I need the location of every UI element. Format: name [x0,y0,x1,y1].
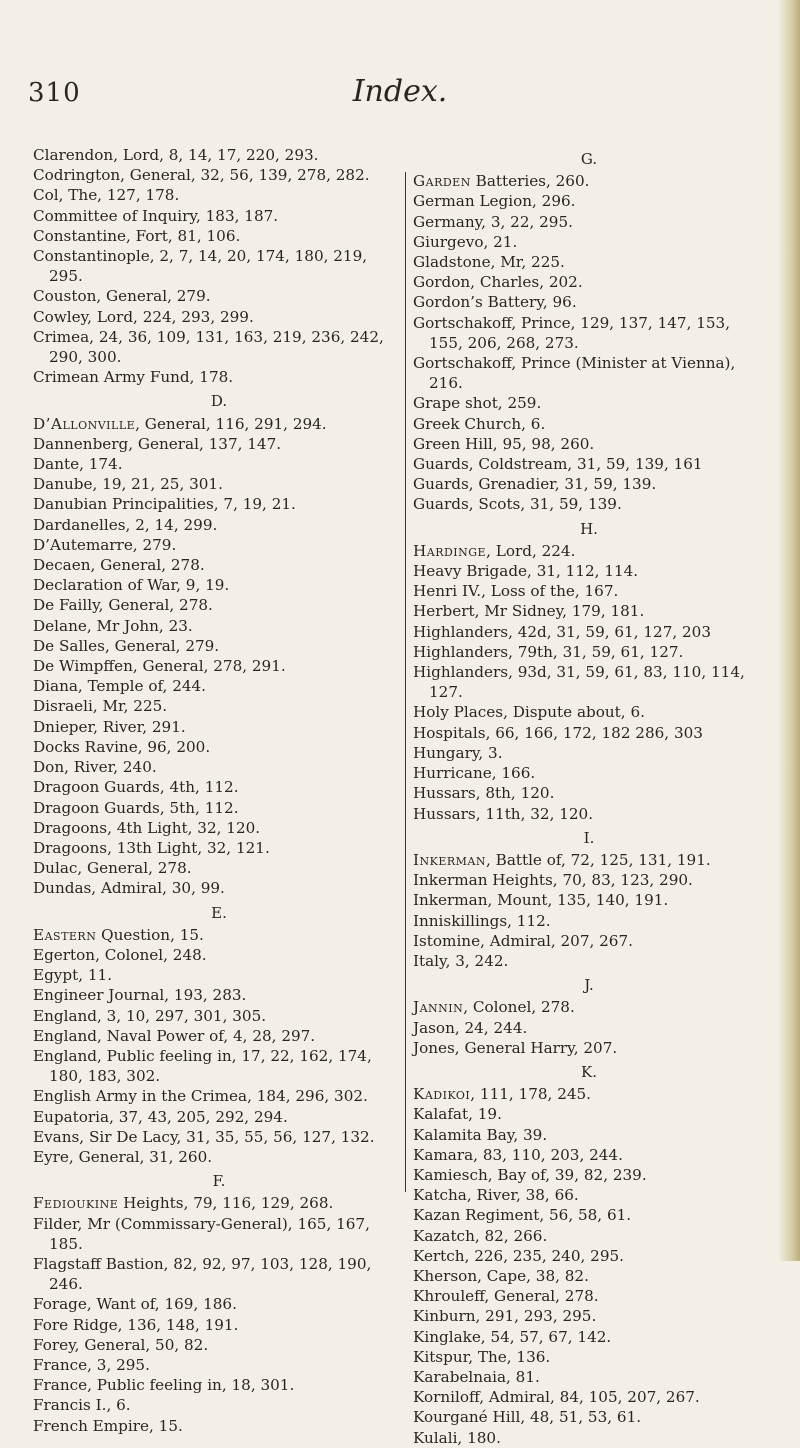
entry-lead: Kadikoi [413,1085,471,1104]
index-entry [33,1086,405,1106]
index-entry [413,890,765,910]
entry-text: France, 3, 295. [33,1355,150,1374]
index-entry [413,393,765,413]
page-edge [778,0,800,1261]
entry-lead: Hardinge [413,541,487,560]
entry-text: Delane, Mr John, 23. [33,616,193,635]
entry-lead: Fedioukine [33,1194,119,1213]
entry-text: Dante, 174. [33,455,123,474]
index-entry [33,1193,405,1213]
section-letter: D. [210,392,228,411]
index-entry [413,581,765,601]
index-entry [413,541,765,561]
entry-text: Dragoons, 13th Light, 32, 121. [33,838,270,857]
entry-text: Katcha, River, 38, 66. [413,1186,579,1205]
index-entry [33,798,405,818]
entry-text: De Wimpffen, General, 278, 291. [33,657,286,676]
index-entry [33,818,405,838]
entry-text: Inkerman Heights, 70, 83, 123, 290. [413,871,693,890]
index-entry [33,206,405,226]
index-entry [33,878,405,898]
entry-text: Kinglake, 54, 57, 67, 142. [413,1327,612,1346]
entry-text: Constantine, Fort, 81, 106. [33,226,241,245]
entry-text: Greek Church, 6. [413,414,546,433]
entry-text: Forey, General, 50, 82. [33,1335,209,1354]
entry-text: Col, The, 127, 178. [33,186,180,205]
section-letter: G. [580,150,598,168]
entry-text: Fore Ridge, 136, 148, 191. [33,1315,239,1334]
index-entry [33,965,405,985]
index-entry [33,226,405,246]
entry-text: Jones, General Harry, 207. [413,1038,618,1057]
index-entry [33,307,405,327]
index-entry [413,804,765,824]
entry-text: Eyre, General, 31, 260. [33,1147,213,1166]
index-entry [413,642,765,662]
entry-text: Henri IV., Loss of the, 167. [413,582,619,601]
index-entry [413,474,765,494]
index-entry [33,616,405,636]
index-entry [33,1107,405,1127]
index-entry [33,696,405,716]
entry-text: Decaen, General, 278. [33,556,205,575]
index-entry [33,1254,405,1294]
index-entry [413,1266,765,1286]
entry-text: Inkerman, Mount, 135, 140, 191. [413,891,669,910]
section-letter: E. [211,903,227,922]
index-entry [33,494,405,514]
entry-text: Hungary, 3. [413,743,503,762]
entry-text: Hospitals, 66, 166, 172, 182 286, 303 [413,723,703,742]
entry-text: Dragoon Guards, 5th, 112. [33,798,239,817]
index-entry [413,951,765,971]
index-entry [33,1147,405,1167]
index-entry [413,353,765,393]
entry-text: Don, River, 240. [33,758,157,777]
index-entry [33,656,405,676]
entry-text: Korniloff, Admiral, 84, 105, 207, 267. [413,1388,700,1407]
index-entry [33,327,405,367]
entry-text: Kalamita Bay, 39. [413,1125,548,1144]
column-divider [405,172,406,1192]
index-entry [33,1046,405,1086]
entry-text: Kourgané Hill, 48, 51, 53, 61. [413,1408,642,1427]
entry-text: Jason, 24, 244. [413,1018,528,1037]
index-entry [413,723,765,743]
index-entry [413,997,765,1017]
section-letter: J. [584,976,594,995]
entry-text: Grape shot, 259. [413,394,542,413]
index-entry [413,171,765,191]
index-entry [413,1145,765,1165]
index-entry [413,1327,765,1347]
entry-text: Committee of Inquiry, 183, 187. [33,206,279,225]
entry-text: Kamara, 83, 110, 203, 244. [413,1145,623,1164]
entry-text: Green Hill, 95, 98, 260. [413,434,595,453]
index-entry [413,743,765,763]
index-entry [33,1355,405,1375]
entry-text: Docks Ravine, 96, 200. [33,737,211,756]
index-entry [413,1286,765,1306]
entry-text: Hussars, 8th, 120. [413,784,555,803]
entry-text: Kazatch, 82, 266. [413,1226,548,1245]
entry-text: D’Autemarre, 279. [33,535,177,554]
index-entry [413,783,765,803]
index-entry [413,272,765,292]
entry-text: , General, 116, 291, 294. [135,414,327,433]
entry-text: , Lord, 224. [486,541,576,560]
section-letter: H. [580,519,598,538]
index-entry [413,911,765,931]
index-entry [413,1018,765,1038]
entry-text: Hurricane, 166. [413,764,536,783]
entry-lead: Eastern [33,925,97,944]
entry-text: Engineer Journal, 193, 283. [33,986,247,1005]
index-entry [413,212,765,232]
entry-text: Flagstaff Bastion, 82, 92, 97, 103, 128, 190, 246. [33,1254,372,1294]
entry-text: Gordon, Charles, 202. [413,273,583,292]
entry-text: Dardanelles, 2, 14, 299. [33,515,218,534]
index-entry [33,145,405,165]
entry-text: Kalafat, 19. [413,1105,502,1124]
index-entry [33,1294,405,1314]
entry-text: Dnieper, River, 291. [33,717,186,736]
entry-text: Karabelnaia, 81. [413,1367,540,1386]
index-entry [413,1428,765,1448]
entry-text: Khrouleff, General, 278. [413,1287,599,1306]
entry-text: Dulac, General, 278. [33,859,192,878]
entry-text: Francis I., 6. [33,1396,131,1415]
index-entry [33,286,405,306]
entry-text: England, Naval Power of, 4, 28, 297. [33,1026,316,1045]
index-entry [413,1306,765,1326]
entry-text: Dragoons, 4th Light, 32, 120. [33,818,261,837]
index-entry [33,575,405,595]
entry-text: England, 3, 10, 297, 301, 305. [33,1006,267,1025]
index-entry [413,931,765,951]
entry-text: Crimean Army Fund, 178. [33,368,234,387]
entry-text: Giurgevo, 21. [413,232,518,251]
entry-text: Danube, 19, 21, 25, 301. [33,475,223,494]
index-entry [413,454,765,474]
index-entry [413,1367,765,1387]
index-entry [33,165,405,185]
index-entry [33,1214,405,1254]
index-entry [413,434,765,454]
entry-text: Inniskillings, 112. [413,911,551,930]
entry-text: Egypt, 11. [33,966,113,985]
index-entry [413,292,765,312]
entry-text: Dragoon Guards, 4th, 112. [33,778,239,797]
page-title: Index. [352,74,448,109]
entry-text: Gortschakoff, Prince, 129, 137, 147, 153, 155, 206, 268, 273. [413,313,731,352]
entry-text: De Failly, General, 278. [33,596,213,615]
index-entry [413,1226,765,1246]
entry-text: , Colonel, 278. [463,998,575,1017]
index-entry [413,1084,765,1104]
index-entry [413,1185,765,1205]
section-letter: I. [583,828,595,847]
index-entry [413,702,765,722]
entry-text: Kinburn, 291, 293, 295. [413,1307,597,1326]
entry-text: Guards, Coldstream, 31, 59, 139, 161 [413,455,703,474]
entry-lead: Jannin [413,998,464,1017]
index-entry [413,622,765,642]
index-entry [33,1127,405,1147]
index-entry [33,858,405,878]
entry-text: Holy Places, Dispute about, 6. [413,703,645,722]
entry-text: Kamiesch, Bay of, 39, 82, 239. [413,1165,647,1184]
index-entry [413,561,765,581]
index-entry [413,1165,765,1185]
index-entry [413,1205,765,1225]
index-entry [33,434,405,454]
entry-text: , Battle of, 72, 125, 131, 191. [486,850,711,869]
entry-text: Kherson, Cape, 38, 82. [413,1266,589,1285]
entry-lead: Garden [413,172,471,191]
index-entry [413,1347,765,1367]
entry-text: , 111, 178, 245. [470,1085,592,1104]
entry-text: Batteries, 260. [470,172,590,191]
index-entry [33,1026,405,1046]
index-entry [413,1407,765,1427]
entry-text: Forage, Want of, 169, 186. [33,1295,237,1314]
index-column-right [413,145,765,1448]
entry-text: Kitspur, The, 136. [413,1347,551,1366]
entry-text: France, Public feeling in, 18, 301. [33,1376,295,1395]
index-entry [33,595,405,615]
index-entry [413,1038,765,1058]
entry-text: Kazan Regiment, 56, 58, 61. [413,1206,632,1225]
entry-text: Highlanders, 79th, 31, 59, 61, 127. [413,642,684,661]
entry-text: Hussars, 11th, 32, 120. [413,804,594,823]
entry-text: Cowley, Lord, 224, 293, 299. [33,307,254,326]
index-entry [33,454,405,474]
entry-text: Diana, Temple of, 244. [33,677,207,696]
index-entry [33,1375,405,1395]
entry-text: Kulali, 180. [413,1428,501,1447]
index-entry [33,555,405,575]
index-entry [33,246,405,286]
index-entry [413,1104,765,1124]
index-entry [413,601,765,621]
index-entry [33,1006,405,1026]
index-entry [33,676,405,696]
index-entry [413,850,765,870]
entry-text: Kertch, 226, 235, 240, 295. [413,1246,624,1265]
index-entry [413,494,765,514]
index-entry [33,777,405,797]
index-entry [413,1246,765,1266]
entry-text: De Salles, General, 279. [33,636,220,655]
index-entry [33,515,405,535]
entry-text: Gortschakoff, Prince (Minister at Vienna), 216. [413,354,736,393]
entry-text: Evans, Sir De Lacy, 31, 35, 55, 56, 127, 132. [33,1127,375,1146]
index-entry [33,717,405,737]
entry-text: Crimea, 24, 36, 109, 131, 163, 219, 236, 242, 290, 300. [33,327,384,367]
index-entry [33,945,405,965]
index-entry [413,232,765,252]
index-column-left [33,145,405,1436]
entry-text: England, Public feeling in, 17, 22, 162, 174, 180, 183, 302. [33,1046,372,1086]
entry-text: Danubian Principalities, 7, 19, 21. [33,495,296,514]
index-entry [33,737,405,757]
entry-lead: Inkerman [413,850,486,869]
entry-text: Highlanders, 42d, 31, 59, 61, 127, 203 [413,622,711,641]
entry-text: Couston, General, 279. [33,287,211,306]
entry-text: Constantinople, 2, 7, 14, 20, 174, 180, 219, 295. [33,247,368,286]
section-letter: K. [581,1062,597,1081]
index-entry [33,925,405,945]
entry-text: Heavy Brigade, 31, 112, 114. [413,562,639,581]
entry-text: German Legion, 296. [413,192,576,211]
entry-text: Eupatoria, 37, 43, 205, 292, 294. [33,1107,288,1126]
entry-text: Codrington, General, 32, 56, 139, 278, 282. [33,166,370,185]
entry-text: Heights, 79, 116, 129, 268. [118,1194,334,1213]
entry-text: Guards, Scots, 31, 59, 139. [413,495,622,514]
index-entry [413,1125,765,1145]
entry-text: Highlanders, 93d, 31, 59, 61, 83, 110, 114, 127. [413,663,745,702]
entry-text: Gordon’s Battery, 96. [413,293,577,312]
index-entry [33,636,405,656]
entry-text: English Army in the Crimea, 184, 296, 302. [33,1087,368,1106]
index-entry [33,474,405,494]
index-entry [413,870,765,890]
entry-text: Dundas, Admiral, 30, 99. [33,879,225,898]
index-entry [33,1315,405,1335]
entry-lead: D’Allonville [33,414,136,433]
page-number: 310 [28,78,81,108]
index-entry [413,763,765,783]
index-entry [33,414,405,434]
index-entry [413,313,765,353]
entry-text: Egerton, Colonel, 248. [33,945,207,964]
index-entry [33,757,405,777]
entry-text: Istomine, Admiral, 207, 267. [413,931,633,950]
index-entry [33,1335,405,1355]
entry-text: Italy, 3, 242. [413,951,509,970]
section-letter: F. [212,1172,226,1191]
index-entry [413,1387,765,1407]
index-entry [33,185,405,205]
entry-text: Germany, 3, 22, 295. [413,212,573,231]
index-entry [33,838,405,858]
entry-text: Gladstone, Mr, 225. [413,253,565,272]
index-entry [413,191,765,211]
index-entry [33,367,405,387]
index-entry [33,985,405,1005]
index-entry [413,662,765,702]
entry-text: Dannenberg, General, 137, 147. [33,434,282,453]
entry-text: Clarendon, Lord, 8, 14, 17, 220, 293. [33,146,319,164]
entry-text: Guards, Grenadier, 31, 59, 139. [413,475,657,494]
entry-text: Herbert, Mr Sidney, 179, 181. [413,602,645,621]
index-entry [33,1395,405,1415]
entry-text: Question, 15. [96,925,204,944]
index-entry [33,535,405,555]
index-entry [413,252,765,272]
entry-text: French Empire, 15. [33,1416,183,1435]
entry-text: Filder, Mr (Commissary-General), 165, 167, 185. [33,1214,370,1253]
index-entry [413,414,765,434]
entry-text: Declaration of War, 9, 19. [33,576,230,595]
index-entry [33,1416,405,1436]
entry-text: Disraeli, Mr, 225. [33,697,168,716]
